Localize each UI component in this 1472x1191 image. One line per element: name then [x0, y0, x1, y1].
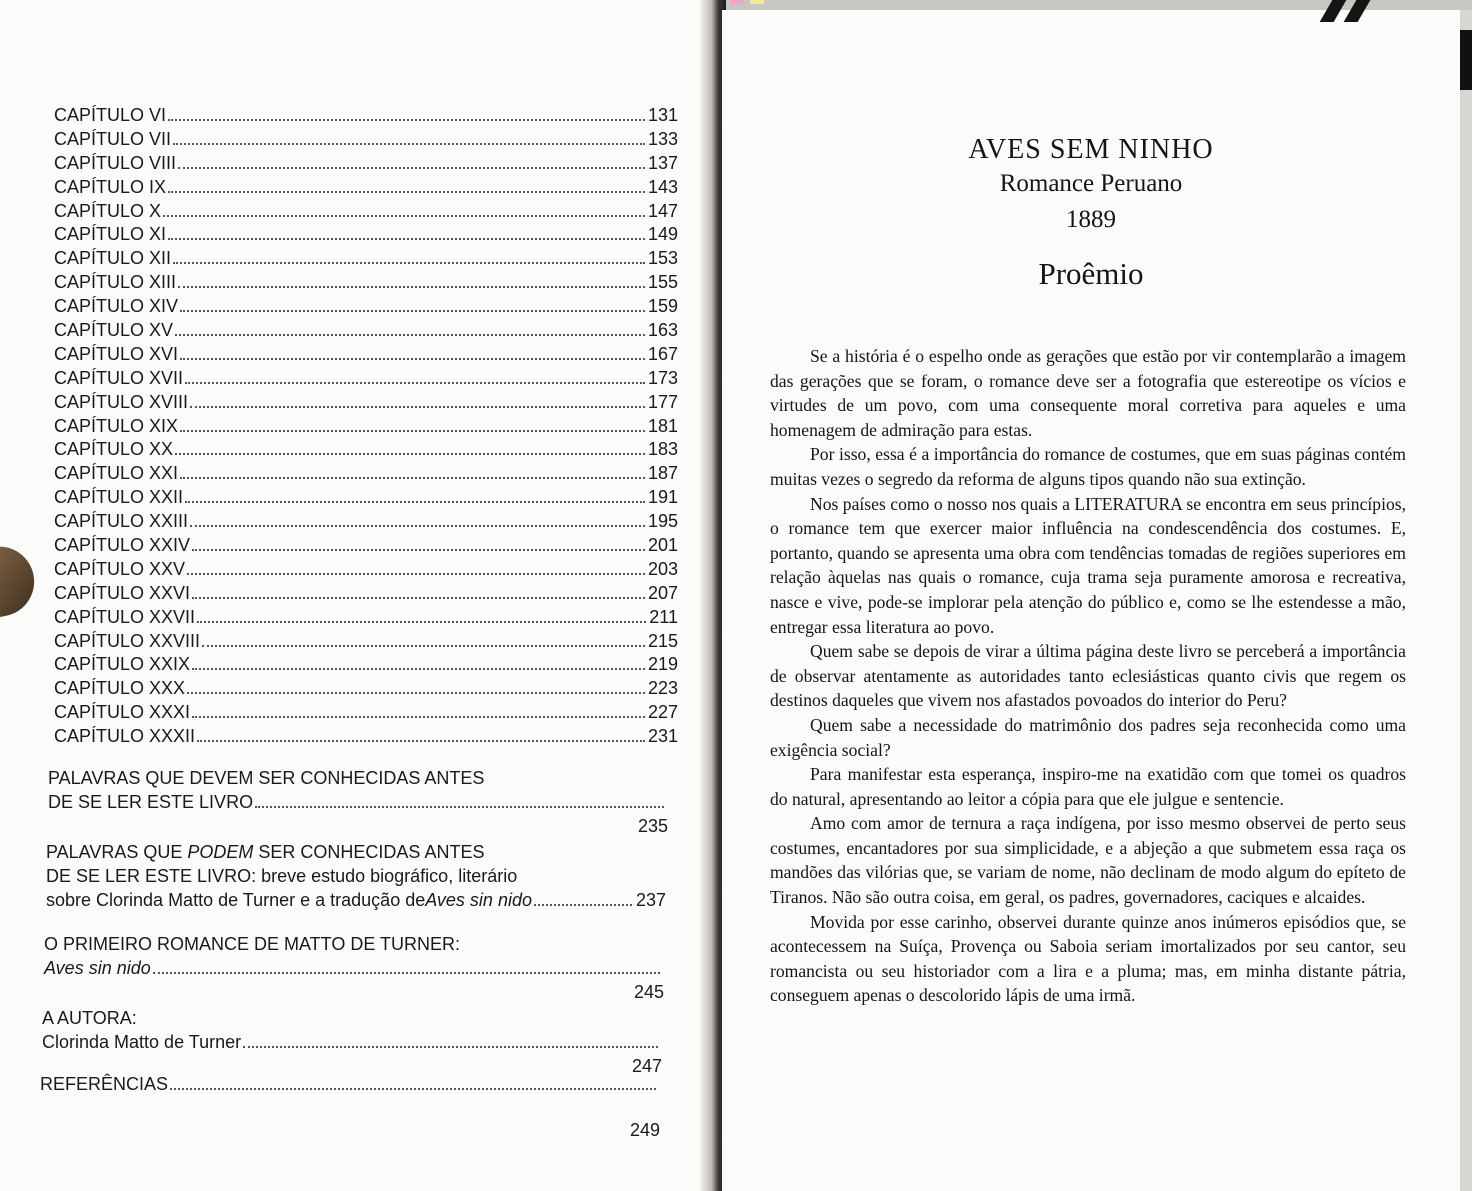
chapter-label: CAPÍTULO VI: [54, 105, 167, 125]
paragraph: Movida por esse carinho, observei durante quinze anos inúmeros episódios que, se acontecessem na Suíça, Provença ou Saboia seriam imortalizados por seu cantor, seu romancista ou seu historiador com a lira e a pluma; mas, em minha distante pátria, conseguem apenas o descolorido lápis de uma irmã.: [770, 911, 1406, 1006]
left-page-contents: [0, 0, 706, 1191]
toc-chapter-row[interactable]: [54, 677, 678, 701]
chapter-label: CAPÍTULO XVII: [54, 367, 184, 388]
page-number: 203: [647, 558, 678, 579]
paragraph: Nos países como o nosso nos quais a LITERATURA se encontra em seus princípios, o romance tem que exercer maior influência na condescendência dos costumes. E, portanto, quando se apresenta uma obra com tendências tomadas de regiões superiores em relação àquelas nas quais o romance, cuja trama seja puramente amorosa e recreativa, nasce e vive, pode-se implorar pela atenção do público e, como se lhe estendesse a mão, entregar essa literatura ao povo.: [770, 493, 1406, 637]
page-tab-marker: [730, 0, 744, 4]
page-number: 245: [633, 982, 664, 1002]
page-number: 147: [647, 200, 678, 221]
paragraph: Amo com amor de ternura a raça indígena, por isso mesmo observei de perto seus costumes, encantadores por sua simplicidade, e a abjeção a que submetem essa raça os mandões das vilórias que, se variam de nome, não declinam de modo algum do epíteto de Tiranos. Não são outra coisa, em geral, os padres, governadores, caciques e alcaides.: [770, 813, 1406, 908]
dot-leader: [187, 692, 645, 694]
book-subtitle: Romance Peruano: [999, 170, 1183, 197]
toc-entry-line: REFERÊNCIAS: [40, 1074, 169, 1094]
toc-chapter-row[interactable]: [54, 319, 678, 343]
dot-leader: [197, 621, 646, 623]
dot-leader: [192, 668, 645, 670]
dot-leader: [178, 167, 645, 169]
dot-leader: [168, 238, 645, 240]
toc-chapter-row[interactable]: [54, 152, 678, 176]
dot-leader: [185, 382, 645, 384]
page-number: 231: [647, 726, 678, 747]
page-number: 163: [647, 320, 678, 341]
toc-entry-autora[interactable]: [42, 1006, 662, 1078]
dot-leader: [170, 1088, 656, 1090]
dot-leader: [243, 1046, 658, 1048]
toc-chapter-row[interactable]: [54, 271, 678, 295]
paragraph: Se a história é o espelho onde as gerações que estão por vir contemplarão a imagem das gerações que se foram, o romance deve ser a fotografia que estereotipe os vícios e virtudes de um povo, com uma consequente moral corretiva para aqueles e uma homenagem de admiração para estas.: [770, 346, 1406, 440]
toc-chapter-list: [54, 104, 678, 749]
toc-entry-line: SER CONHECIDAS ANTES: [253, 842, 485, 862]
toc-chapter-row[interactable]: [54, 223, 678, 247]
page-number: 195: [647, 511, 678, 532]
toc-chapter-row[interactable]: [54, 343, 678, 367]
toc-chapter-row[interactable]: [54, 486, 678, 510]
chapter-label: CAPÍTULO XXI: [54, 463, 179, 484]
page-number: 223: [647, 678, 678, 699]
toc-entry-line: Clorinda Matto de Turner: [42, 1032, 242, 1052]
page-number: 153: [647, 248, 678, 269]
chapter-label: CAPÍTULO XII: [54, 248, 172, 269]
chapter-label: CAPÍTULO XXII: [54, 487, 184, 508]
chapter-label: CAPÍTULO XV: [54, 320, 174, 341]
page-tab-marker: [750, 0, 764, 4]
page-number: 133: [647, 128, 678, 149]
toc-entry-referencias[interactable]: [40, 1072, 660, 1142]
toc-entry-palavras-devem[interactable]: [48, 766, 668, 838]
page-number: 137: [647, 152, 678, 173]
dot-leader: [163, 215, 645, 217]
page-number: 183: [647, 439, 678, 460]
toc-chapter-row[interactable]: [54, 558, 678, 582]
page-number: 211: [649, 606, 678, 627]
dot-leader: [180, 358, 645, 360]
toc-entry-primeiro-romance[interactable]: [44, 932, 664, 1004]
dot-leader: [202, 645, 645, 647]
chapter-label: CAPÍTULO XXIII: [54, 511, 189, 532]
page-number: 249: [629, 1120, 660, 1140]
paragraph: Quem sabe a necessidade do matrimônio dos padres seja reconhecida como uma exigência social?: [770, 714, 1406, 760]
toc-entry-palavras-podem[interactable]: [46, 840, 666, 912]
page-edge-shadow: [1460, 30, 1472, 90]
dot-leader: [192, 597, 645, 599]
chapter-label: CAPÍTULO XXIV: [54, 535, 191, 556]
toc-chapter-row[interactable]: [54, 438, 678, 462]
body-text: [770, 344, 1406, 1008]
chapter-label: CAPÍTULO XXXI: [54, 702, 191, 723]
toc-entry-line: DE SE LER ESTE LIVRO: [48, 792, 254, 812]
chapter-label: CAPÍTULO VIII: [54, 152, 177, 173]
book-title: Aves sin nido: [44, 958, 151, 978]
toc-entry-line: PALAVRAS QUE: [46, 842, 188, 862]
toc-chapter-row[interactable]: [54, 200, 678, 224]
page-number: 181: [647, 415, 678, 436]
toc-chapter-row[interactable]: [54, 104, 678, 128]
toc-chapter-row[interactable]: [54, 725, 678, 749]
chapter-label: CAPÍTULO XIII: [54, 272, 177, 293]
chapter-label: CAPÍTULO XXVIII: [54, 630, 201, 651]
toc-chapter-row[interactable]: [54, 295, 678, 319]
chapter-label: CAPÍTULO VII: [54, 128, 172, 149]
page-number: 131: [647, 105, 678, 125]
dot-leader: [153, 972, 660, 974]
toc-chapter-row[interactable]: [54, 247, 678, 271]
publication-year: 1889: [1066, 206, 1116, 233]
toc-chapter-row[interactable]: [54, 653, 678, 677]
toc-chapter-row[interactable]: [54, 510, 678, 534]
chapter-label: CAPÍTULO XIX: [54, 415, 179, 436]
page-number: 149: [647, 224, 678, 245]
toc-entry-line: A AUTORA:: [42, 1008, 137, 1028]
chapter-label: CAPÍTULO XIV: [54, 296, 179, 317]
toc-chapter-row[interactable]: [54, 462, 678, 486]
chapter-label: CAPÍTULO XVIII: [54, 391, 189, 412]
right-page-contents: [722, 10, 1460, 1191]
dot-leader: [168, 191, 645, 193]
dot-leader: [190, 525, 645, 527]
paragraph: Por isso, essa é a importância do romance de costumes, que em suas páginas contém muitas vezes o segredo da reforma de alguns tipos quando não sua extinção.: [770, 444, 1406, 489]
page-number: 247: [631, 1056, 662, 1076]
dot-leader: [173, 143, 645, 145]
page-number: 167: [647, 343, 678, 364]
dot-leader: [180, 310, 645, 312]
page-number: 207: [647, 582, 678, 603]
toc-entry-line: DE SE LER ESTE LIVRO: breve estudo biográfico, literário: [46, 866, 518, 886]
dot-leader: [197, 740, 645, 742]
page-number: 143: [647, 176, 678, 197]
dot-leader: [180, 430, 645, 432]
toc-entry-line: O PRIMEIRO ROMANCE DE MATTO DE TURNER:: [44, 934, 461, 954]
chapter-label: CAPÍTULO XX: [54, 439, 174, 460]
dot-leader: [180, 477, 645, 479]
paragraph: Para manifestar esta esperança, inspiro-me na exatidão com que tomei os quadros do natural, apresentando ao leitor a cópia para que ele julgue e sentencie.: [770, 764, 1406, 809]
dot-leader: [178, 286, 645, 288]
toc-chapter-row[interactable]: [54, 582, 678, 606]
page-number: 177: [647, 391, 678, 412]
book-title: Aves sin nido: [425, 890, 532, 910]
toc-chapter-row[interactable]: [54, 367, 678, 391]
chapter-label: CAPÍTULO XI: [54, 224, 167, 245]
toc-chapter-row[interactable]: [54, 630, 678, 654]
toc-chapter-row[interactable]: [54, 391, 678, 415]
page-number: 235: [637, 816, 668, 836]
chapter-label: CAPÍTULO IX: [54, 176, 167, 197]
chapter-label: CAPÍTULO XXX: [54, 678, 186, 699]
chapter-label: CAPÍTULO XXXII: [54, 726, 196, 747]
dot-leader: [173, 262, 645, 264]
dot-leader: [192, 549, 645, 551]
dot-leader: [534, 904, 632, 906]
chapter-label: CAPÍTULO XXVI: [54, 582, 191, 603]
page-number: 191: [647, 487, 678, 508]
toc-chapter-row[interactable]: [54, 534, 678, 558]
page-number: 159: [647, 296, 678, 317]
page-number: 155: [647, 272, 678, 293]
chapter-label: CAPÍTULO XXVII: [54, 606, 196, 627]
finger-thumb: [0, 541, 40, 619]
chapter-label: CAPÍTULO XXV: [54, 558, 186, 579]
toc-chapter-row[interactable]: [54, 701, 678, 725]
toc-entry-line: sobre Clorinda Matto de Turner e a tradução de: [46, 890, 426, 910]
page-number: 173: [647, 367, 678, 388]
section-heading: Proêmio: [1038, 256, 1144, 291]
page-number: 237: [635, 890, 666, 910]
page-number: 215: [647, 630, 678, 651]
page-number: 201: [647, 535, 678, 556]
toc-chapter-row[interactable]: [54, 128, 678, 152]
dot-leader: [175, 453, 645, 455]
toc-chapter-row[interactable]: [54, 415, 678, 439]
book-title: AVES SEM NINHO: [968, 134, 1214, 165]
page-number: 187: [647, 463, 678, 484]
page-number: 219: [647, 654, 678, 675]
dot-leader: [168, 119, 645, 121]
paragraph: Quem sabe se depois de virar a última página deste livro se perceberá a importância de observar atentamente as autoridades tanto eclesiásticas quanto civis que regem os destinos daqueles que vivem nos afastados povoados do interior do Peru?: [770, 641, 1406, 711]
chapter-label: CAPÍTULO XXIX: [54, 654, 191, 675]
toc-chapter-row[interactable]: [54, 606, 678, 630]
dot-leader: [175, 334, 645, 336]
emphasis: PODEM: [187, 842, 254, 862]
dot-leader: [187, 573, 645, 575]
toc-entry-line: PALAVRAS QUE DEVEM SER CONHECIDAS ANTES: [48, 768, 485, 788]
page-number: 227: [647, 702, 678, 723]
chapter-label: CAPÍTULO X: [54, 200, 162, 221]
dot-leader: [185, 501, 645, 503]
chapter-label: CAPÍTULO XVI: [54, 343, 179, 364]
dot-leader: [190, 406, 645, 408]
dot-leader: [192, 716, 645, 718]
dot-leader: [255, 806, 664, 808]
toc-chapter-row[interactable]: [54, 176, 678, 200]
